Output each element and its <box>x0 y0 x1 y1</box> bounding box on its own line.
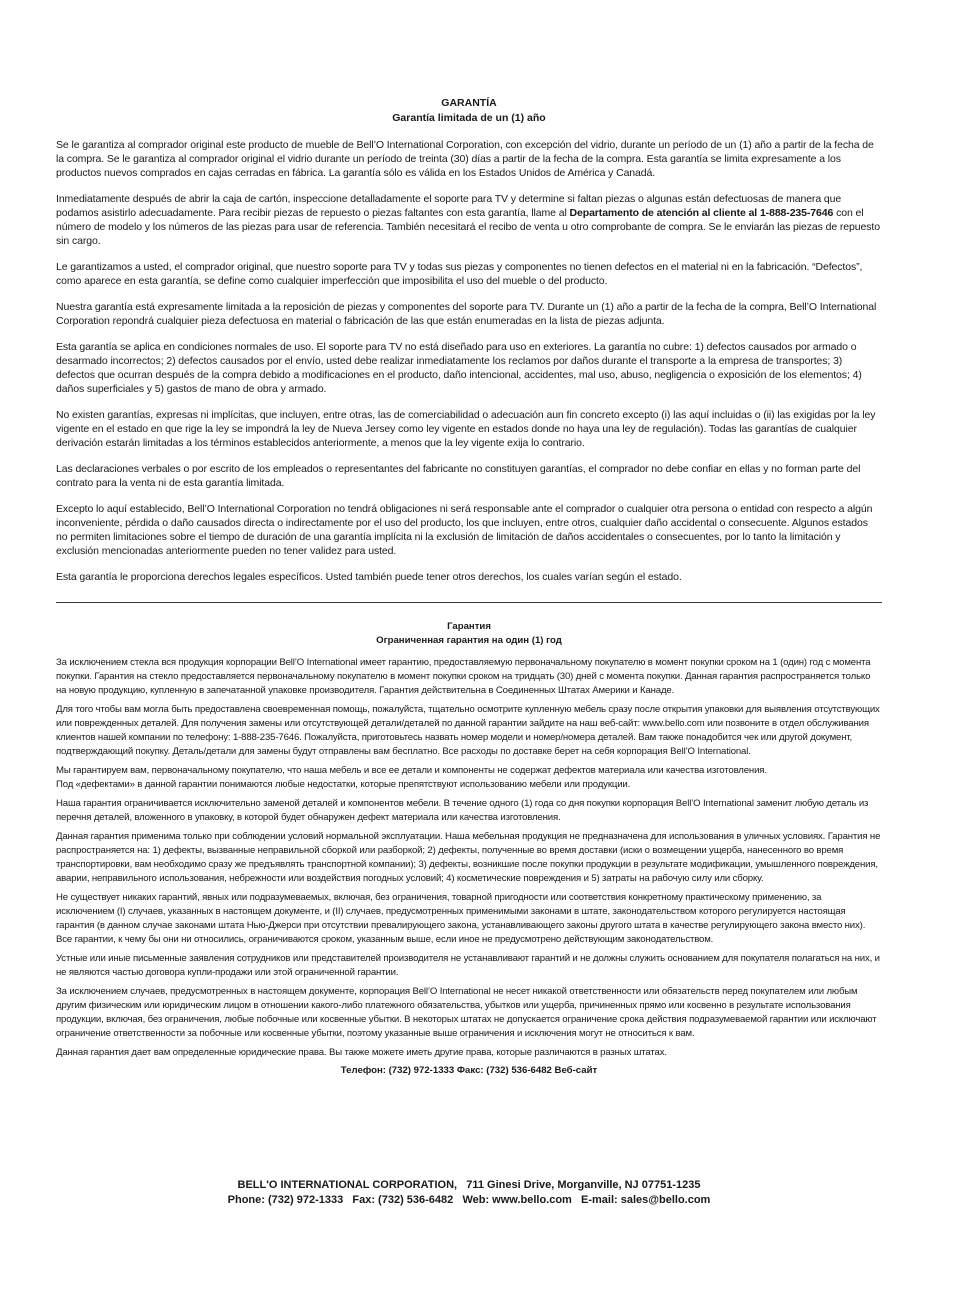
spanish-p2-text-before: Inmediatamente después de abrir la caja de cartón, inspeccione detalladamente el soporte para TV y determine si faltan piezas o algunas están defectuosas de manera que podamos asistirlo adecuadamente. Para recibir piezas de repuesto o piezas faltantes con esta garantía, llame al <box>56 193 842 219</box>
russian-paragraph-2: Для того чтобы вам могла быть предоставлена своевременная помощь, пожалуйста, тщательно осмотрите купленную мебель сразу после открытия упаковки для выявления отсутствующих или поврежденных деталей. Для получения замены или отсутствующей детали/деталей по данной гарантии зайдите на наш веб-сайт: www.bello.com или позвоните в отдел обслуживания клиентов нашей компании по телефону: 1-888-235-7646. Пожалуйста, приготовьтесь назвать номер модели и номер/номера деталей. Вам также понадобится чек или другой документ, подтверждающий покупку. Деталь/детали для замены будут отправлены вам бесплатно. Все расходы по доставке берет на себя корпорация Bell’O International. <box>56 704 880 757</box>
spanish-title: GARANTÍA <box>441 97 497 109</box>
company-footer <box>56 1178 882 1208</box>
russian-paragraph-4: Наша гарантия ограничивается исключительно заменой деталей и компонентов мебели. В течение одного (1) года со дня покупки корпорация Bell’O International заменит любую деталь из перечня деталей, вложенного в упаковку, в которой будет обнаружен дефект материала или качества изготовления. <box>56 798 869 823</box>
spanish-warranty-section <box>56 96 882 596</box>
russian-title: Гарантия <box>447 621 491 632</box>
russian-paragraph-9: Данная гарантия дает вам определенные юридические права. Вы также можете иметь другие права, которые различаются в разных штатах. <box>56 1047 667 1058</box>
company-contacts: Phone: (732) 972-1333 Fax: (732) 536-6482 Web: www.bello.com E-mail: sales@bello.com <box>227 1194 711 1206</box>
spanish-paragraph-2 <box>56 192 882 248</box>
customer-service-phone: Departamento de atención al cliente al 1-888-235-7646 <box>569 207 834 219</box>
russian-paragraph-8: За исключением случаев, предусмотренных в настоящем документе, корпорация Bell’O International не несет никакой ответственности или обязательств перед покупателем или любым другим физическим или юридическим лицом в отношении какого-либо платежного обязательства, убытков или ущерба, причиненных прямо или косвенно в результате использования продукции, включая, без ограничения, любые побочные или косвенные убытки. В некоторых штатах не допускается ограничение срока действия подразумеваемой гарантии или исключают ограничение ответственности за побочные или косвенные убытки, поэтому указанные выше ограничения и исключения могут не относиться к вам. <box>56 986 877 1039</box>
spanish-paragraph-9: Esta garantía le proporciona derechos legales específicos. Usted también puede tener otros derechos, los cuales varían según el estado. <box>56 571 682 583</box>
russian-paragraph-7: Устные или иные письменные заявления сотрудников или представителей производителя не устанавливают гарантий и не должны служить основанием для покупателя полагаться на них, и не являются частью договора купли-продажи или этой ограниченной гарантии. <box>56 953 880 978</box>
russian-paragraph-6: Не существует никаких гарантий, явных или подразумеваемых, включая, без ограничения, товарной пригодности или соответствия конкретному практическому применению, за исключением (I) случаев, указанных в настоящем документе, и (II) случаев, предусмотренных применимыми законами в штате, законодательством которого регулируется настоящая гарантия (в данном случае законами штата Нью-Джерси при отсутствии превалирующего закона, устанавливающего законы другого штата в качестве регулирующего закона вместо них). Все гарантии, к чему бы они ни относились, ограничиваются сроком, указанным выше, если иное не предусмотрено действующим законодательством. <box>56 892 866 945</box>
spanish-paragraph-4: Nuestra garantía está expresamente limitada a la reposición de piezas y componentes del soporte para TV. Durante un (1) año a partir de la fecha de la compra, Bell’O International Corporation repondrá cualquier pieza defectuosa en material o fabricación de las que están enumeradas en la lista de piezas adjunta. <box>56 301 877 327</box>
spanish-paragraph-6: No existen garantías, expresas ni implícitas, que incluyen, entre otras, las de comerciabilidad o adecuación aun fin concreto excepto (i) las aquí incluidas o (ii) las exigidas por la ley vigente en el estado en que rige la ley se impondrá la ley de Nueva Jersey como ley vigente en estados donde no haya una ley de regulación). Todas las garantías de cualquier derivación estarán limitadas a los términos establecidos anteriormente, a menos que la ley vigente exija lo contrario. <box>56 409 876 449</box>
russian-heading <box>56 620 882 648</box>
spanish-paragraph-1: Se le garantiza al comprador original este producto de mueble de Bell’O International Corporation, con excepción del vidrio, durante un período de un (1) año a partir de la fecha de la compra. Se le garantiza al comprador original el vidrio durante un período de treinta (30) días a partir de la fecha de la compra. Esta garantía se limita expresamente a los productos nuevos comprados en cajas cerradas en fábrica. La garantía sólo es válida en los Estados Unidos de América y Canadá. <box>56 139 874 179</box>
russian-warranty-section <box>56 620 882 1076</box>
russian-paragraph-3 <box>56 764 882 792</box>
spanish-paragraph-3: Le garantizamos a usted, el comprador original, que nuestro soporte para TV y todas sus piezas y componentes no tienen defectos en el material ni en la fabricación. “Defectos”, como aparece en esta garantía, se define como cualquier imperfección que imposibilita el uso del mueble o del producto. <box>56 261 863 287</box>
spanish-heading <box>56 96 882 126</box>
spanish-paragraph-7: Las declaraciones verbales o por escrito de los empleados o representantes del fabricante no constituyen garantías, el comprador no debe confiar en ellas y no forman parte del contrato para la venta ni de esta garantía limitada. <box>56 463 861 489</box>
company-address: BELL'O INTERNATIONAL CORPORATION, 711 Ginesi Drive, Morganville, NJ 07751-1235 <box>237 1179 701 1191</box>
spanish-paragraph-5: Esta garantía se aplica en condiciones normales de uso. El soporte para TV no está diseñado para uso en exteriores. La garantía no cubre: 1) defectos causados por armado o desarmado incorrectos; 2) defectos causados por el envío, usted debe realizar inmediatamente los reclamos por daños durante el transporte a la empresa de transportes; 3) defectos que ocurran después de la compra debido a modificaciones en el producto, daño intencional, accidentes, mal uso, abuso, negligencia o exposición de los elementos; 4) daños superficiales y 5) gastos de mano de obra y armado. <box>56 341 862 395</box>
russian-subtitle: Ограниченная гарантия на один (1) год <box>376 635 562 646</box>
russian-contact-line: Телефон: (732) 972-1333 Факс: (732) 536-6482 Веб-сайт <box>340 1065 598 1076</box>
spanish-subtitle: Garantía limitada de un (1) año <box>392 112 546 124</box>
russian-paragraph-1: За исключением стекла вся продукция корпорации Bell’O International имеет гарантию, предоставляемую первоначальному покупателю в момент покупки сроком на 1 (один) год с момента покупки. Гарантия на стекло предоставляется первоначальному покупателю в момент покупки сроком на тридцать (30) дней с момента покупки. Данная гарантия распространяется только на новую продукцию, купленную в запечатанной упаковке производителя. Гарантия действительна в Соединенных Штатах Америки и Канаде. <box>56 657 871 696</box>
section-divider <box>56 602 882 603</box>
russian-p3-line-2: Под «дефектами» в данной гарантии понимаются любые недостатки, которые препятствуют использованию мебели или продукции. <box>56 779 631 790</box>
russian-paragraph-5: Данная гарантия применима только при соблюдении условий нормальной эксплуатации. Наша мебельная продукция не предназначена для использования в уличных условиях. Гарантия не распространяется на: 1) дефекты, вызванные неправильной сборкой или разборкой; 2) дефекты, полученные во время доставки (иски о возмещении ущерба, нанесенного во время транспортировки, вам необходимо сразу же предъявлять транспортной компании); 3) дефекты, возникшие после покупки продукции в результате модификации, умышленного повреждения, аварии, неправильного использования, небрежности или воздействия погодных условий; 4) косметические повреждения и 5) затраты на рабочую силу или сборку. <box>56 831 881 884</box>
spanish-paragraph-8: Excepto lo aquí establecido, Bell’O International Corporation no tendrá obligaciones ni será responsable ante el comprador o cualquier otra persona o entidad con respecto a algún inconveniente, pérdida o daño causados directa o indirectamente por el uso del producto, los que incluyen, entre otros, cualquier daño accidental o consecuente. Algunos estados no permiten limitaciones sobre el tiempo de duración de una garantía implícita ni la exclusión de limitación de daños accidentales o consecuentes, por lo tanto la limitación y exclusión mencionadas anteriormente pueden no tener validez para usted. <box>56 503 873 557</box>
spanish-p2-text-after: con el número de modelo y los números de las piezas para usar de referencia. También necesitará el recibo de venta u otro comprobante de compra. Se le enviarán las piezas de repuesto sin cargo. <box>56 207 880 247</box>
russian-p3-line-1: Мы гарантируем вам, первоначальному покупателю, что наша мебель и все ее детали и компоненты не содержат дефектов материала или качества изготовления. <box>56 765 767 776</box>
